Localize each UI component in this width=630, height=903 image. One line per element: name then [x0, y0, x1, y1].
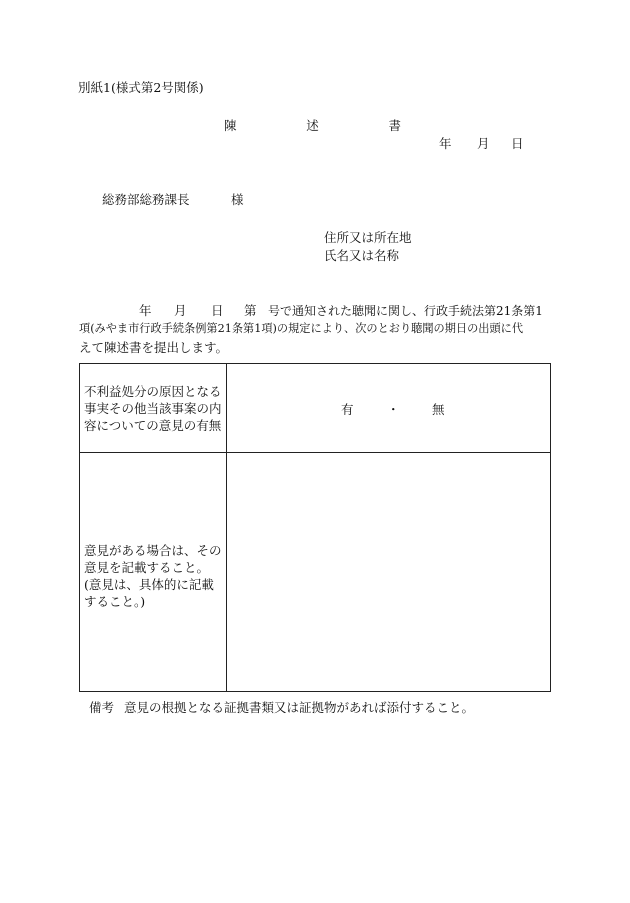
date-month: 月: [477, 136, 490, 151]
attachment-label: 別紙1(様式第2号関係): [78, 80, 204, 95]
title-char: 述: [306, 118, 319, 133]
body-line3: えて陳述書を提出します。: [79, 340, 229, 355]
label-line: 容についての意見の有無: [84, 417, 222, 433]
title-char: 陳: [224, 118, 237, 133]
remarks-text: 意見の根拠となる証拠書類又は証拠物があれば添付すること。: [124, 700, 475, 715]
body-line2: 項(みやま市行政手続条例第21条第1項)の規定により、次のとおり聴聞の期日の出頭に代: [79, 322, 524, 335]
table-row: [80, 453, 551, 692]
opinion-existence-value-cell[interactable]: [227, 364, 551, 453]
choice-separator: ・: [387, 402, 400, 417]
opinion-content-value-cell[interactable]: [227, 453, 551, 692]
date-day: 日: [511, 136, 524, 151]
choice-yes[interactable]: 有: [341, 402, 354, 417]
body-line1-rest: 号で通知された聴聞に関し、行政手続法第21条第1: [268, 304, 543, 318]
table-row: [80, 364, 551, 453]
date-year: 年: [439, 136, 452, 151]
title-char: 書: [388, 118, 401, 133]
remarks-label: 備考: [89, 700, 115, 715]
label-line: (意見は、具体的に記載: [84, 577, 214, 592]
choice-no[interactable]: 無: [432, 402, 445, 417]
label-line: 意見がある場合は、その: [84, 543, 222, 558]
label-line: すること。): [84, 594, 146, 609]
label-line: 意見を記載すること。: [84, 560, 210, 575]
sender-address-label: 住所又は所在地: [324, 230, 412, 245]
label-line: 不利益処分の原因となる: [84, 383, 222, 399]
addressee-name: 総務部総務課長: [102, 192, 190, 207]
body-no: 第: [244, 303, 257, 318]
opinion-content-label-cell: [80, 453, 227, 692]
sender-name-label: 氏名又は名称: [324, 248, 400, 263]
addressee-honorific: 様: [231, 192, 244, 207]
document-title: [224, 120, 401, 133]
label-line: 事実その他当該事案の内: [84, 400, 222, 416]
opinion-existence-label-cell: [80, 364, 227, 453]
body-month: 月: [174, 303, 187, 318]
body-day: 日: [211, 303, 224, 318]
body-year: 年: [139, 303, 152, 318]
opinion-table: [79, 363, 551, 692]
